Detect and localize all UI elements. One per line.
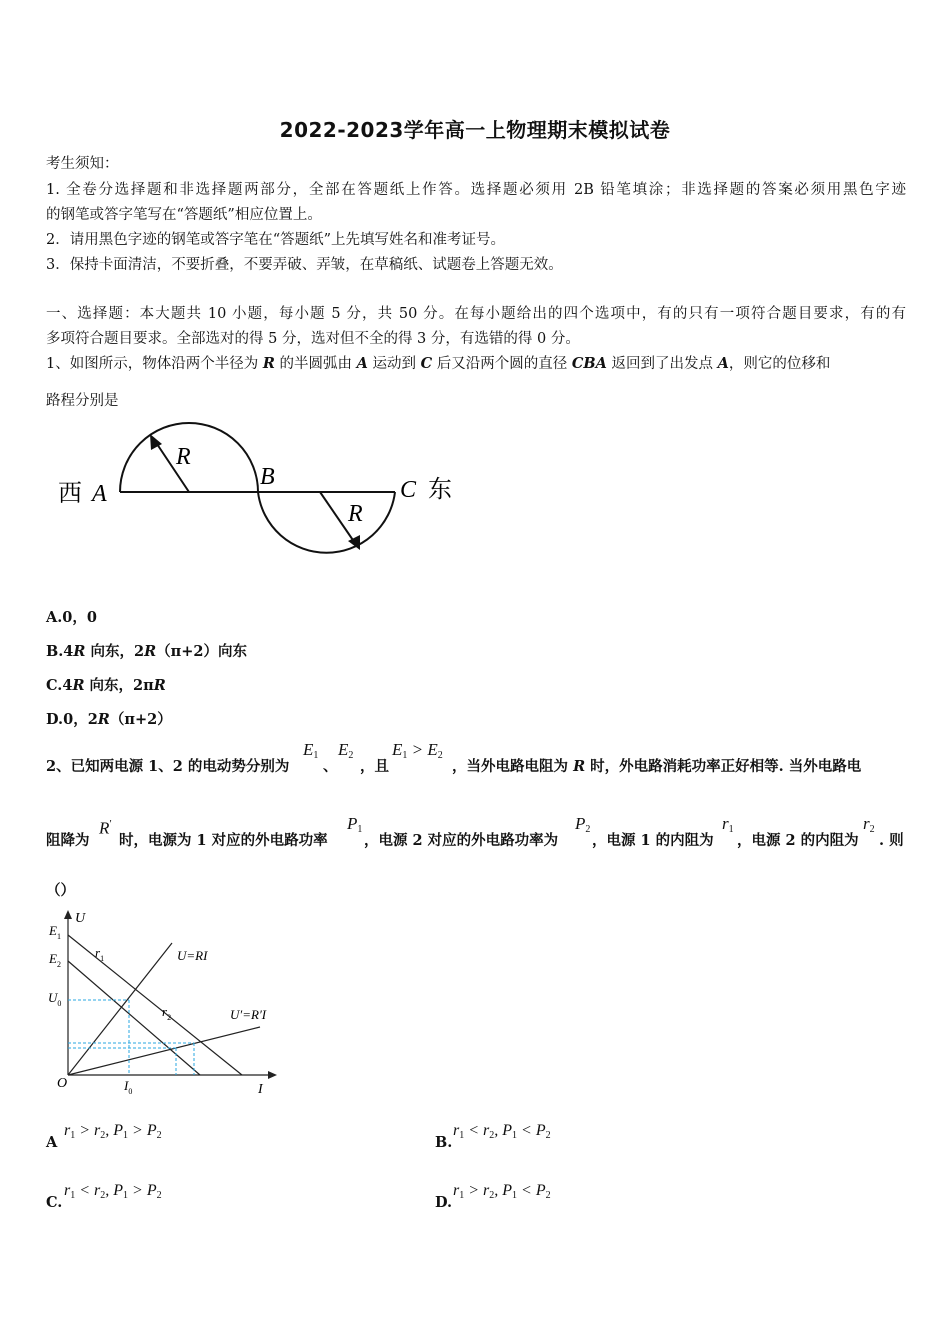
q1-text: 的半圆弧由 — [274, 356, 357, 372]
q1-option-c[interactable] — [46, 674, 166, 695]
notice-heading: 考生须知： — [46, 156, 119, 172]
r-symbol: r — [95, 945, 101, 960]
q1-option-d-text: D.0，2 — [46, 711, 98, 728]
r-symbol: r — [863, 814, 870, 833]
label-u: U — [75, 911, 86, 926]
notice-item-2: 2．请用黑色字迹的钢笔或答字笔在“答题纸”上先填写姓名和准考证号。 — [46, 232, 506, 248]
section-intro-line-2: 多项符合题目要求。全部选对的得 5 分，选对但不全的得 3 分，有选错的得 0 分。 — [46, 331, 580, 347]
question-1-stem-line-2: 路程分别是 — [46, 393, 119, 409]
line-uri — [68, 943, 172, 1075]
q2-option-b-label[interactable]: B. — [435, 1134, 453, 1151]
q1-option-b-var: R — [144, 643, 157, 660]
q1-option-d-var: R — [97, 711, 110, 728]
q2-separator: 、 — [323, 758, 338, 775]
q2-text: ，当外电路电阻为 — [452, 758, 574, 775]
label-a: A — [92, 481, 107, 507]
q1-option-b-text: B.4 — [46, 643, 74, 660]
subscript: 2 — [437, 750, 443, 761]
q1-option-a[interactable]: A.0，0 — [46, 609, 97, 626]
label-east: 东 — [428, 475, 452, 503]
subscript: 0 — [57, 999, 62, 1008]
subscript: 2 — [348, 750, 354, 761]
q2-line-2-e: ，电源 2 的内阻为 — [737, 832, 859, 849]
q1-var-cba: CBA — [571, 355, 607, 372]
r-symbol: r — [722, 814, 729, 833]
q2-line-2-f: . 则 — [879, 832, 904, 849]
subscript: 2 — [869, 824, 875, 835]
q1-option-b-var: R — [73, 643, 86, 660]
q2-p2: $P_2$ — [575, 814, 591, 835]
i-axis-arrow-icon — [268, 1071, 277, 1079]
e-symbol: E — [303, 740, 314, 759]
q2-line-2-c: ，电源 2 对应的外电路功率为 — [364, 832, 559, 849]
label-i: I — [258, 1082, 263, 1097]
label-origin: O — [57, 1076, 68, 1091]
i-symbol: I — [124, 1078, 129, 1093]
label-radius-lower: R — [348, 501, 363, 527]
q2-option-b-expr: $r_1 < r_2$, $P_1 < P_2$ — [453, 1122, 551, 1141]
q1-text: ，则它的位移和 — [728, 356, 831, 372]
line-upri — [68, 1027, 260, 1075]
subscript: 1 — [357, 824, 363, 835]
label-c: C — [400, 477, 417, 503]
q2-option-d-label[interactable]: D. — [435, 1194, 453, 1211]
label-e2 — [48, 951, 61, 969]
q2-option-c-label[interactable]: C. — [46, 1194, 63, 1211]
subscript: 1 — [313, 750, 319, 761]
subscript: 0 — [128, 1087, 133, 1096]
question-1-stem — [46, 352, 906, 373]
label-b: B — [260, 464, 275, 490]
q1-option-d-text: （π+2） — [109, 711, 172, 728]
page-title: 2022-2023学年高一上物理期末模拟试卷 — [279, 118, 671, 142]
label-r2 — [162, 1004, 171, 1022]
e-symbol: E — [392, 740, 403, 759]
ui-graph — [44, 905, 284, 1105]
subscript: 2 — [56, 960, 61, 969]
subscript: 1 — [56, 932, 61, 941]
label-radius-upper: R — [176, 444, 191, 470]
label-west: 西 — [58, 479, 82, 507]
q2-line-1-a: 2、已知两电源 1、2 的电动势分别为 — [46, 758, 290, 775]
subscript: 1 — [728, 824, 734, 835]
r-symbol: R — [99, 818, 110, 838]
q1-text: 运动到 — [367, 356, 421, 372]
q2-text: 时，外电路消耗功率正好相等. 当外电路电 — [585, 758, 862, 775]
q1-option-b-text: （π+2）向东 — [156, 643, 248, 660]
e-symbol: E — [338, 740, 349, 759]
q2-option-d-expr: $r_1 > r_2$, $P_1 < P_2$ — [453, 1182, 551, 1201]
label-u0 — [48, 990, 61, 1008]
section-intro-line-1: 一、选择题：本大题共 10 小题，每小题 5 分，共 50 分。在每小题给出的四个选项中，有的只有一项符合题目要求，有的有 — [46, 306, 906, 322]
semicircle-path-figure — [50, 418, 470, 568]
q1-text: 后又沿两个圆的直径 — [432, 356, 572, 372]
q1-text: 返回到了出发点 — [606, 356, 718, 372]
q2-option-c-expr: $r_1 < r_2$, $P_1 > P_2$ — [64, 1182, 162, 1201]
q2-var-r: R — [573, 758, 586, 775]
q2-line-2-a: 阻降为 — [46, 832, 90, 849]
q2-line-1-c — [452, 755, 861, 776]
q2-e1-gt-e2: $E_1 > E_2$ — [392, 740, 443, 761]
q2-line-1-b: ，且 — [360, 758, 389, 775]
subscript: 2 — [167, 1013, 172, 1022]
q1-option-b-text: 向东，2 — [85, 643, 145, 660]
e-symbol: E — [427, 740, 438, 759]
q1-var-a: A — [717, 355, 729, 372]
q1-option-d[interactable] — [46, 708, 172, 729]
q2-e1 — [303, 740, 318, 761]
q2-option-a-expr: $r_1 > r_2$, $P_1 > P_2$ — [64, 1122, 162, 1141]
subscript: 2 — [585, 824, 591, 835]
q1-var-a: A — [356, 355, 368, 372]
notice-item-3: 3．保持卡面清洁，不要折叠，不要弄破、弄皱，在草稿纸、试题卷上答题无效。 — [46, 257, 563, 273]
q2-r-prime: R′ — [99, 818, 112, 838]
q2-line-2-d: ，电源 1 的内阻为 — [592, 832, 714, 849]
u-axis-arrow-icon — [64, 910, 72, 919]
label-r1 — [95, 945, 104, 963]
q1-var-c: C — [420, 355, 433, 372]
q2-r1 — [722, 814, 734, 835]
q1-option-c-var: R — [72, 677, 85, 694]
label-line-uri: U=RI — [177, 948, 208, 963]
label-i0 — [123, 1078, 132, 1096]
e-symbol: E — [49, 951, 57, 966]
label-e1 — [48, 923, 61, 941]
q1-option-b[interactable] — [46, 640, 247, 661]
q2-answer-paren: （） — [46, 882, 75, 899]
subscript: 1 — [100, 954, 105, 963]
q1-option-c-text: C.4 — [46, 677, 73, 694]
r-symbol: r — [162, 1004, 168, 1019]
u-symbol: U — [48, 990, 58, 1005]
q2-option-a-label[interactable]: A — [46, 1134, 58, 1151]
subscript: 1 — [402, 750, 408, 761]
e-symbol: E — [49, 923, 57, 938]
q2-r2 — [863, 814, 875, 835]
label-line-upri: U′=R′I — [230, 1007, 267, 1022]
q2-p1: $P_1$ — [347, 814, 363, 835]
q1-var-r: R — [262, 355, 275, 372]
q2-line-2-b: 时，电源为 1 对应的外电路功率 — [119, 832, 328, 849]
q1-option-c-text: 向东，2π — [84, 677, 154, 694]
q2-e2 — [338, 740, 353, 761]
q1-option-c-var: R — [153, 677, 166, 694]
q1-text: 1、如图所示，物体沿两个半径为 — [46, 356, 263, 372]
notice-item-1-line-1: 1. 全卷分选择题和非选择题两部分，全部在答题纸上作答。选择题必须用 2B 铅笔填涂；非选择题的答案必须用黑色字迹 — [46, 182, 906, 198]
notice-item-1-line-2: 的钢笔或答字笔写在“答题纸”相应位置上。 — [46, 207, 322, 223]
